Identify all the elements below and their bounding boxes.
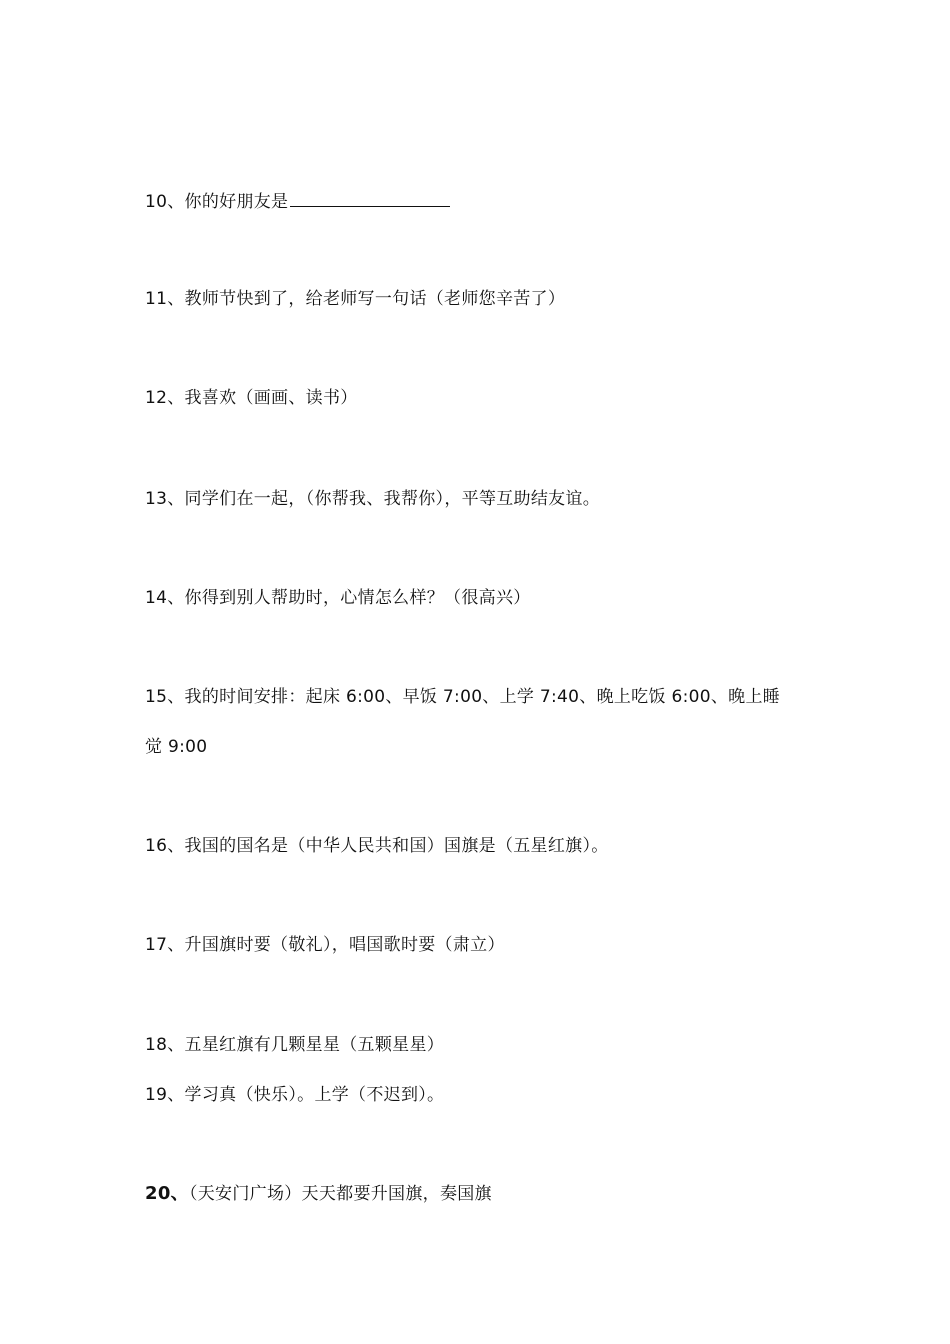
question-12 xyxy=(145,386,358,410)
question-15-continuation xyxy=(145,735,207,759)
question-number: 15、 xyxy=(145,687,185,707)
question-text: 你得到别人帮助时，心情怎么样？（很高兴） xyxy=(184,588,531,608)
question-10 xyxy=(145,188,450,214)
question-number: 20、 xyxy=(145,1183,189,1204)
question-text: 学习真（快乐）。上学（不迟到）。 xyxy=(184,1085,445,1105)
question-number: 17、 xyxy=(145,935,185,955)
question-number: 12、 xyxy=(145,388,185,408)
question-14 xyxy=(145,586,531,610)
question-11 xyxy=(145,287,565,311)
question-number: 11、 xyxy=(145,289,185,309)
question-number: 13、 xyxy=(145,489,185,509)
question-text: 我国的国名是（中华人民共和国）国旗是（五星红旗）。 xyxy=(184,836,609,856)
question-text: 同学们在一起，（你帮我、我帮你），平等互助结友谊。 xyxy=(184,489,601,509)
question-text: 我的时间安排：起床 6:00、早饭 7:00、上学 7:40、晚上吃饭 6:00、晚上睡 xyxy=(184,687,781,707)
question-number: 19、 xyxy=(145,1085,185,1105)
question-13 xyxy=(145,487,600,511)
answer-blank xyxy=(290,188,450,207)
question-text: 你的好朋友是 xyxy=(184,192,289,212)
question-text: 我喜欢（画画、读书） xyxy=(184,388,358,408)
question-text: 升国旗时要（敬礼），唱国歌时要（肃立） xyxy=(184,935,505,955)
question-number: 16、 xyxy=(145,836,185,856)
question-15 xyxy=(145,685,780,709)
question-text: 教师节快到了，给老师写一句话（老师您辛苦了） xyxy=(184,289,566,309)
question-text: （天安门广场）天天都要升国旗，奏国旗 xyxy=(188,1184,492,1204)
question-number: 10、 xyxy=(145,192,185,212)
question-number: 18、 xyxy=(145,1035,185,1055)
question-19 xyxy=(145,1083,444,1107)
question-20 xyxy=(145,1182,492,1206)
question-18 xyxy=(145,1033,444,1057)
question-17 xyxy=(145,933,505,957)
question-text: 五星红旗有几颗星星（五颗星星） xyxy=(184,1035,445,1055)
question-text-continuation: 觉 9:00 xyxy=(145,737,208,757)
question-number: 14、 xyxy=(145,588,185,608)
question-16 xyxy=(145,834,609,858)
